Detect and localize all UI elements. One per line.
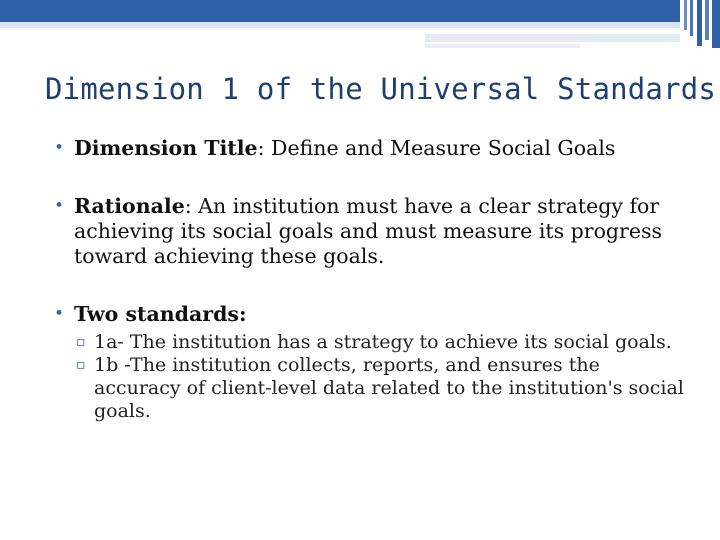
header-stripe (690, 0, 693, 36)
bullet-text: : An institution must have a clear strategy for achieving its social goals and must measure its progress toward achieving these goals. (74, 194, 663, 268)
sub-bullet-1a (52, 331, 692, 354)
bullet-label: Dimension Title (74, 136, 258, 160)
bullet-dot-icon: • (54, 304, 65, 324)
sub-bullet-list (52, 331, 692, 423)
slide-title: Dimension 1 of the Universal Standards (45, 72, 717, 106)
bullet-rationale (52, 194, 692, 269)
bullet-label: Two standards: (74, 302, 247, 326)
header-bar (0, 0, 680, 22)
header-stripe (697, 0, 702, 46)
bullet-two-standards (52, 302, 692, 327)
sub-bullet-square-icon: ▫ (76, 334, 86, 350)
sub-bullet-1b (52, 354, 692, 423)
sub-bullet-text: 1a- The institution has a strategy to achieve its social goals. (94, 331, 672, 353)
header-accent-bar-thin (425, 44, 580, 48)
sub-bullet-text: 1b -The institution collects, reports, and ensures the accuracy of client-level data related to the institution's social goals. (94, 354, 684, 422)
bullet-dot-icon: • (54, 196, 65, 216)
bullet-dot-icon: • (54, 138, 65, 158)
header-stripe (712, 0, 720, 48)
bullet-label: Rationale (74, 194, 185, 218)
header-bar-shadow (0, 22, 680, 28)
header-accent-bar (425, 34, 680, 42)
slide-content (52, 136, 692, 423)
sub-bullet-square-icon: ▫ (76, 357, 86, 373)
bullet-dimension-title (52, 136, 692, 161)
bullet-text: : Define and Measure Social Goals (257, 136, 616, 160)
header-stripe (705, 0, 709, 40)
header-stripe (684, 0, 687, 30)
